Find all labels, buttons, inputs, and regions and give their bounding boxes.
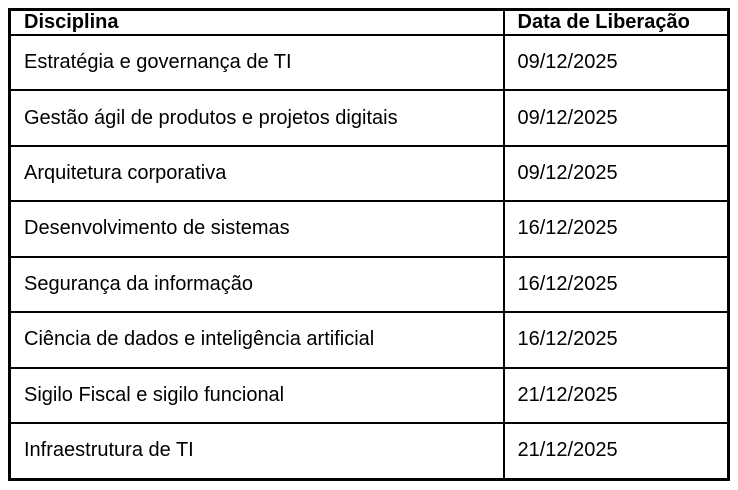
- table-row: [10, 35, 729, 90]
- discipline-cell: Segurança da informação: [10, 257, 504, 312]
- discipline-cell: Ciência de dados e inteligência artificial: [10, 312, 504, 367]
- release-date-cell: 09/12/2025: [504, 90, 729, 145]
- table-row: [10, 312, 729, 367]
- release-date-cell: 21/12/2025: [504, 368, 729, 423]
- column-header-data-liberacao: Data de Liberação: [504, 10, 729, 36]
- table-row: [10, 201, 729, 256]
- discipline-cell: Infraestrutura de TI: [10, 423, 504, 480]
- release-date-cell: 16/12/2025: [504, 201, 729, 256]
- table-row: [10, 90, 729, 145]
- discipline-cell: Gestão ágil de produtos e projetos digitais: [10, 90, 504, 145]
- table-header-row: [10, 10, 729, 36]
- discipline-cell: Desenvolvimento de sistemas: [10, 201, 504, 256]
- release-date-cell: 09/12/2025: [504, 35, 729, 90]
- release-date-cell: 09/12/2025: [504, 146, 729, 201]
- column-header-disciplina: Disciplina: [10, 10, 504, 36]
- table-row: [10, 423, 729, 480]
- discipline-cell: Estratégia e governança de TI: [10, 35, 504, 90]
- table-row: [10, 146, 729, 201]
- table-row: [10, 368, 729, 423]
- discipline-cell: Sigilo Fiscal e sigilo funcional: [10, 368, 504, 423]
- discipline-cell: Arquitetura corporativa: [10, 146, 504, 201]
- release-schedule-table: [8, 8, 730, 481]
- release-date-cell: 21/12/2025: [504, 423, 729, 480]
- release-date-cell: 16/12/2025: [504, 312, 729, 367]
- release-date-cell: 16/12/2025: [504, 257, 729, 312]
- table-row: [10, 257, 729, 312]
